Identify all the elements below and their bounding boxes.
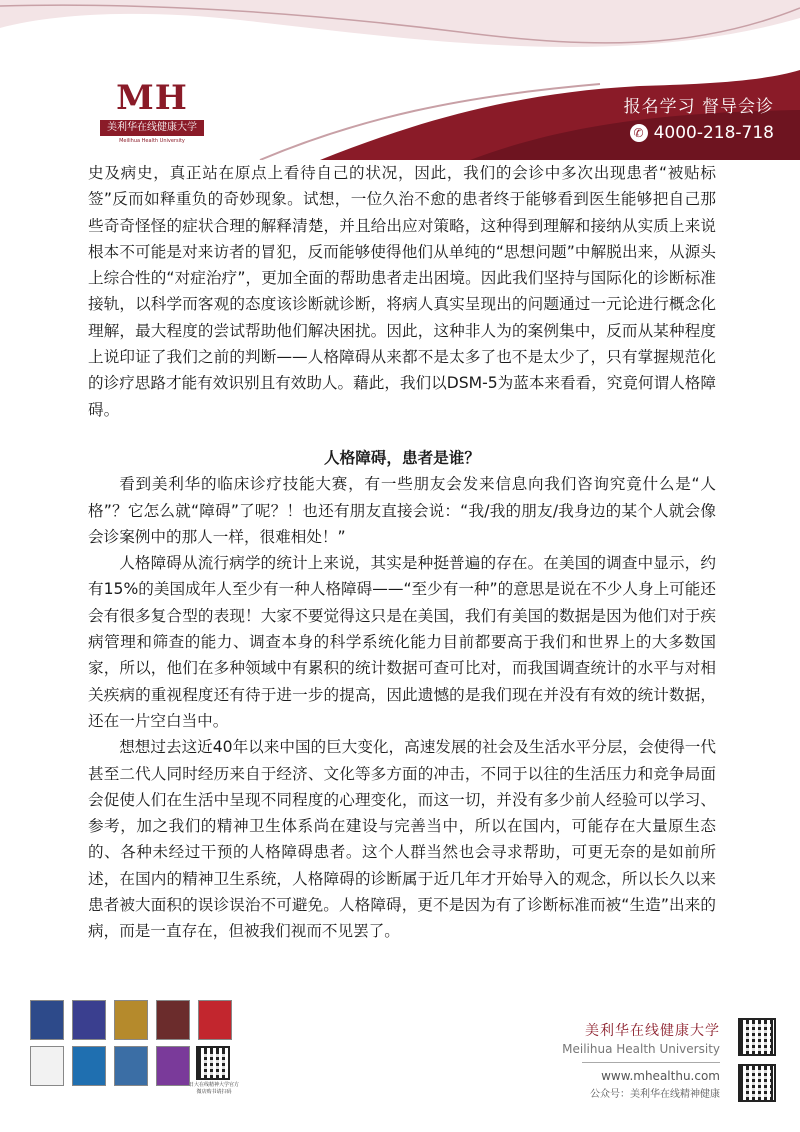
header-slogan: 报名学习 督导会诊 — [623, 97, 774, 117]
book-cover[interactable] — [114, 1046, 148, 1086]
book-cover[interactable] — [156, 1046, 190, 1086]
phone-row[interactable] — [624, 123, 774, 143]
footer-divider — [582, 1062, 720, 1063]
article-body — [88, 160, 716, 945]
logo-ribbon: 美利华在线健康大学 — [100, 120, 204, 136]
website-qr-code[interactable] — [738, 1018, 776, 1056]
phone-icon: ✆ — [630, 124, 648, 142]
shop-qr-code[interactable] — [196, 1046, 230, 1080]
wechat-qr-code[interactable] — [738, 1064, 776, 1102]
paragraph-2: 看到美利华的临床诊疗技能大赛，有一些朋友会发来信息向我们咨询究竟什么是“人格”？它怎么就“障碍”了呢？！也还有朋友直接会说：“我/我的朋友/我身边的某个人就会像会诊案例中的那人一样，很难相处！” — [88, 475, 716, 546]
paragraph-3: 人格障碍从流行病学的统计上来说，其实是种挺普遍的存在。在美国的调查中显示，约有15%的美国成年人至少有一种人格障碍——“至少有一种”的意思是说在不少人身上可能还会有很多复合型的表现！大家不要觉得这只是在美国，我们有美国的数据是因为他们对于疾病管理和筛查的能力、调查本身的科学系统化能力目前都要高于我们和世界上的大多数国家，所以，他们在多种领域中有累积的统计数据可查可比对，而我国调查统计的水平与对相关疾病的重视程度还有待于进一步的提高，因此遗憾的是我们现在并没有有效的统计数据，还在一片空白当中。 — [88, 554, 716, 730]
book-cover[interactable] — [30, 1000, 64, 1040]
footer-brand-name: 美利华在线健康大学 — [585, 1023, 720, 1039]
logo-subtitle: Meilihua Health University — [119, 138, 185, 144]
footer-brand — [562, 1020, 720, 1100]
paragraph-1: 史及病史，真正站在原点上看待自己的状况，因此，我们的会诊中多次出现患者“被贴标签”反而如释重负的奇妙现象。试想，一位久治不愈的患者终于能够看到医生能够把自己那些奇奇怪怪的症状合理的解释清楚，并且给出应对策略，这种得到理解和接纳从实质上来说根本不可能是对来访者的冒犯，反而能够使得他们从单纯的“思想问题”中解脱出来，从源头上综合性的“对症治疗”，更加全面的帮助患者走出困境。因此我们坚持与国际化的诊断标准接轨，以科学而客观的态度该诊断就诊断，将病人真实呈现出的问题通过一元论进行概念化理解，最大程度的尝试帮助他们解决困扰。因此，这种非人为的案例集中，反而从某种程度上说印证了我们之前的判断——人格障碍从来都不是太多了也不是太少了，只有掌握规范化的诊疗思路才能有效识别且有效助人。藉此，我们以DSM-5为蓝本来看看，究竟何谓人格障碍。 — [88, 164, 716, 419]
section-heading: 人格障碍，患者是谁？ — [324, 448, 480, 467]
book-cover[interactable] — [156, 1000, 190, 1040]
book-cover[interactable] — [72, 1046, 106, 1086]
footer-brand-english: Meilihua Health University — [562, 1042, 720, 1056]
book-thumbnails — [30, 1000, 240, 1096]
paragraph-4: 想想过去这近40年以来中国的巨大变化，高速发展的社会及生活水平分层，会使得一代甚至二代人同时经历来自于经济、文化等多方面的冲击，不同于以往的生活压力和竞争局面会促使人们在生活中呈现不同程度的心理变化，而这一切，并没有多少前人经验可以学习、参考，加之我们的精神卫生体系尚在建设与完善当中，所以在国内，可能存在大量原生态的、各种未经过干预的人格障碍患者。这个人群当然也会寻求帮助，可更无奈的是如前所述，在国内的精神卫生系统，人格障碍的诊断属于近几年才开始导入的观念，所以长久以来患者被大面积的误诊误治不可避免。人格障碍，更不是因为有了诊断标准而被“生造”出来的病，而是一直存在，但被我们视而不见罢了。 — [88, 738, 716, 941]
book-cover[interactable] — [30, 1046, 64, 1086]
book-cover[interactable] — [72, 1000, 106, 1040]
book-cover[interactable] — [198, 1000, 232, 1040]
logo-monogram: MH — [116, 78, 188, 118]
brand-logo — [98, 78, 206, 148]
phone-number[interactable]: 4000-218-718 — [653, 123, 774, 143]
shop-qr-caption: 日大在线精神大学官方微店购书请扫码 — [188, 1082, 239, 1095]
header-contact — [624, 92, 774, 143]
footer-wechat: 公众号：美利华在线精神健康 — [590, 1089, 720, 1100]
footer-website[interactable]: www.mhealthu.com — [601, 1069, 720, 1083]
book-cover[interactable] — [114, 1000, 148, 1040]
page-header — [0, 0, 800, 160]
